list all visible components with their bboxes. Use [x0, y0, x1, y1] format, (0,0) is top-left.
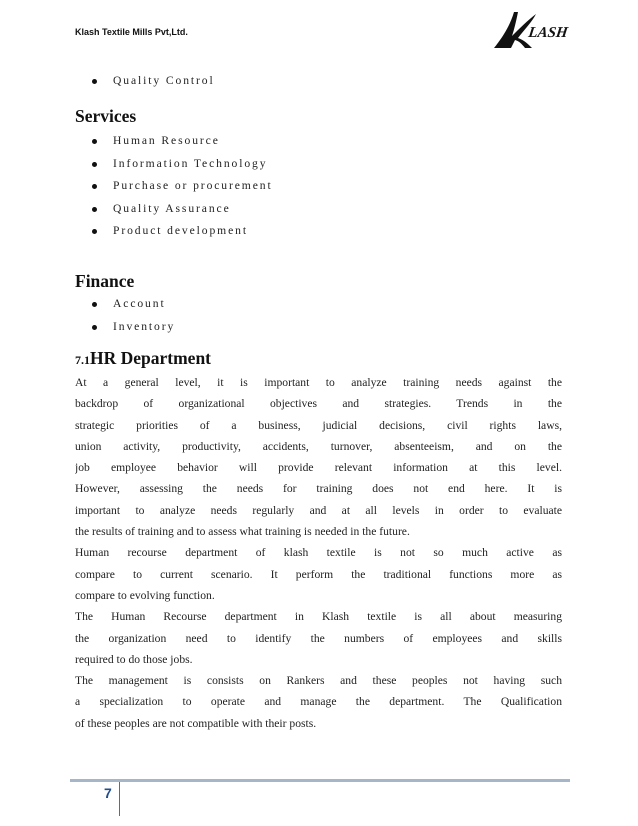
section-number: 7.1	[75, 353, 90, 367]
klash-logo	[492, 8, 582, 50]
list-item: Purchase or procurement	[92, 175, 273, 198]
section-heading-services: Services	[75, 106, 137, 126]
list-item: Quality Control	[92, 70, 215, 93]
section-heading-hr	[75, 348, 211, 369]
text-line: Human recourse department of klash textile is not so much active as	[75, 546, 562, 560]
company-name: Klash Textile Mills Pvt,Ltd.	[75, 27, 188, 37]
section-title: HR Department	[90, 348, 212, 368]
text-line: backdrop of organizational objectives and strategies. Trends in the	[75, 397, 562, 411]
list-item: Inventory	[92, 316, 175, 339]
svg-text:LASH: LASH	[527, 25, 569, 41]
text-line: The management is consists on Rankers and these peoples not having such	[75, 674, 562, 688]
list-item: Product development	[92, 220, 273, 243]
text-line: union activity, productivity, accidents, turnover, absenteeism, and on the	[75, 439, 562, 453]
text-line: job employee behavior will provide relevant information at this level.	[75, 461, 562, 475]
text-line: The Human Recourse department in Klash textile is all about measuring	[75, 610, 562, 624]
text-line: a specialization to operate and manage the department. The Qualification	[75, 695, 562, 709]
text-line: At a general level, it is important to analyze training needs against the	[75, 376, 562, 389]
footer-separator	[119, 782, 120, 816]
list-item: Account	[92, 293, 175, 316]
text-line: the organization need to identify the numbers of employees and skills	[75, 631, 562, 645]
list-item: Quality Assurance	[92, 198, 273, 221]
page-number: 7	[104, 785, 112, 801]
section-heading-finance: Finance	[75, 271, 135, 291]
text-line: the results of training and to assess what training is needed in the future.	[75, 525, 410, 539]
finance-list	[92, 293, 175, 338]
list-item: Human Resource	[92, 130, 273, 153]
hr-body-text	[75, 372, 562, 734]
list-item: Information Technology	[92, 153, 273, 176]
text-line: of these peoples are not compatible with their posts.	[75, 716, 317, 730]
text-line: compare to current scenario. It perform the traditional functions more as	[75, 567, 562, 581]
footer-rule	[70, 779, 570, 782]
top-bullet-list	[92, 70, 215, 93]
text-line: However, assessing the needs for training does not end here. It is	[75, 482, 562, 496]
text-line: required to do those jobs.	[75, 652, 193, 666]
text-line: important to analyze needs regularly and at all levels in order to evaluate	[75, 503, 562, 517]
services-list	[92, 130, 273, 243]
text-line: compare to evolving function.	[75, 588, 215, 602]
text-line: strategic priorities of a business, judicial decisions, civil rights laws,	[75, 418, 562, 432]
